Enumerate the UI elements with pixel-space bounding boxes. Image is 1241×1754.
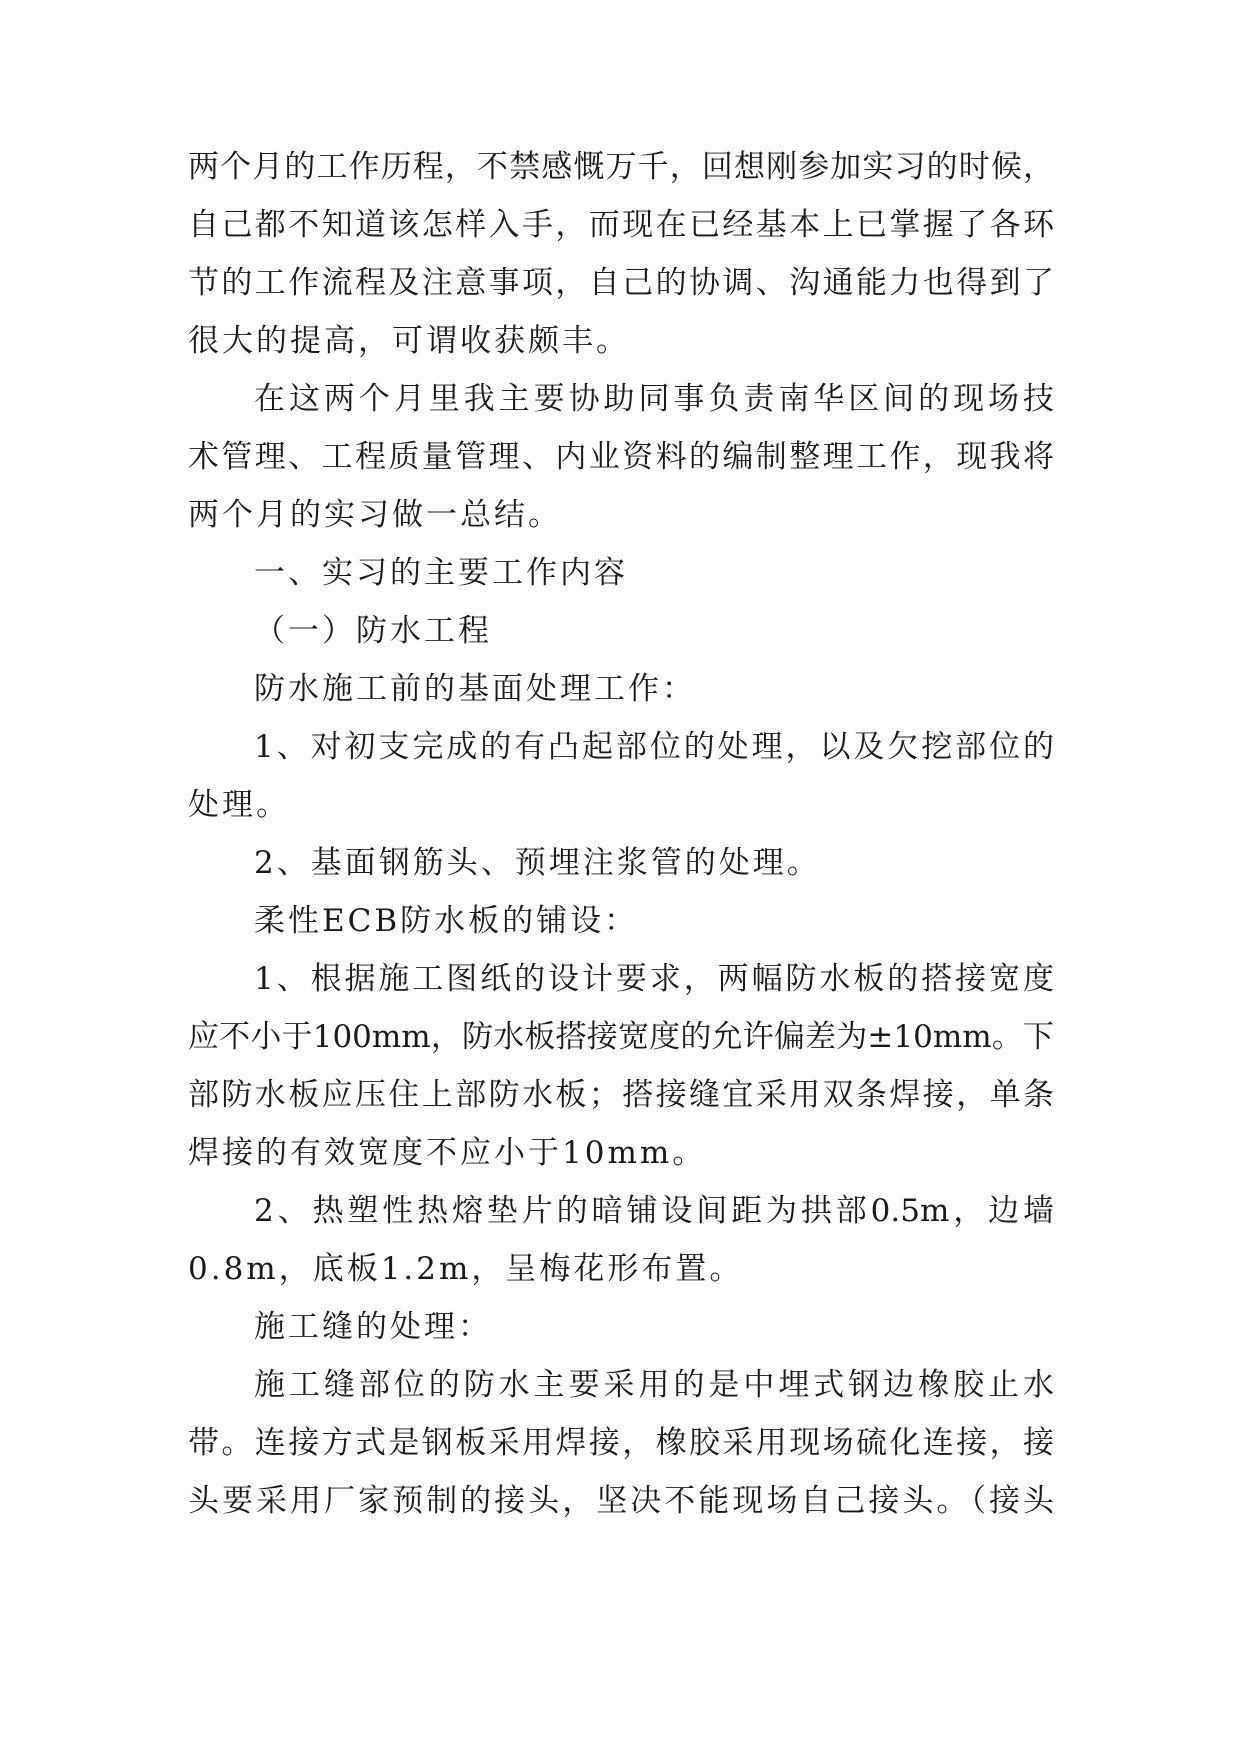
text-line: 1、对初支完成的有凸起部位的处理，以及欠挖部位的 [254,729,1054,765]
text-line: 节的工作流程及注意事项，自己的协调、沟通能力也得到了 [188,265,1054,301]
subsection-heading: （一）防水工程 [254,613,492,649]
text-line: 术管理、工程质量管理、内业资料的编制整理工作，现我将 [188,439,1054,475]
text-line: 部防水板应压住上部防水板；搭接缝宜采用双条焊接，单条 [188,1077,1054,1113]
text-line: 两个月的工作历程，不禁感慨万千，回想刚参加实习的时候， [188,149,1054,185]
text-line: 防水施工前的基面处理工作： [254,671,696,707]
text-line: 1、根据施工图纸的设计要求，两幅防水板的搭接宽度 [254,961,1054,997]
text-line: 自己都不知道该怎样入手，而现在已经基本上已掌握了各环 [188,207,1054,243]
text-line: 施工缝的处理： [254,1309,492,1345]
text-line: 头要采用厂家预制的接头，坚决不能现场自己接头。（接头 [188,1483,1054,1519]
text-line: 0.8m，底板1.2m，呈梅花形布置。 [188,1251,744,1287]
text-line: 应不小于100mm，防水板搭接宽度的允许偏差为±10mm。下 [188,1019,1054,1055]
text-line: 施工缝部位的防水主要采用的是中埋式钢边橡胶止水 [254,1367,1054,1403]
section-heading: 一、实习的主要工作内容 [254,555,628,591]
text-line: 2、基面钢筋头、预埋注浆管的处理。 [254,845,821,881]
text-line: 很大的提高，可谓收获颇丰。 [188,323,630,359]
text-line: 焊接的有效宽度不应小于10mm。 [188,1135,707,1171]
text-line: 处理。 [188,787,290,823]
text-line: 两个月的实习做一总结。 [188,497,562,533]
text-line: 柔性ECB防水板的铺设： [254,903,639,939]
text-line: 2、热塑性热熔垫片的暗铺设间距为拱部0.5m，边墙 [254,1193,1054,1229]
text-line: 带。连接方式是钢板采用焊接，橡胶采用现场硫化连接，接 [188,1425,1054,1461]
text-line: 在这两个月里我主要协助同事负责南华区间的现场技 [254,381,1054,417]
